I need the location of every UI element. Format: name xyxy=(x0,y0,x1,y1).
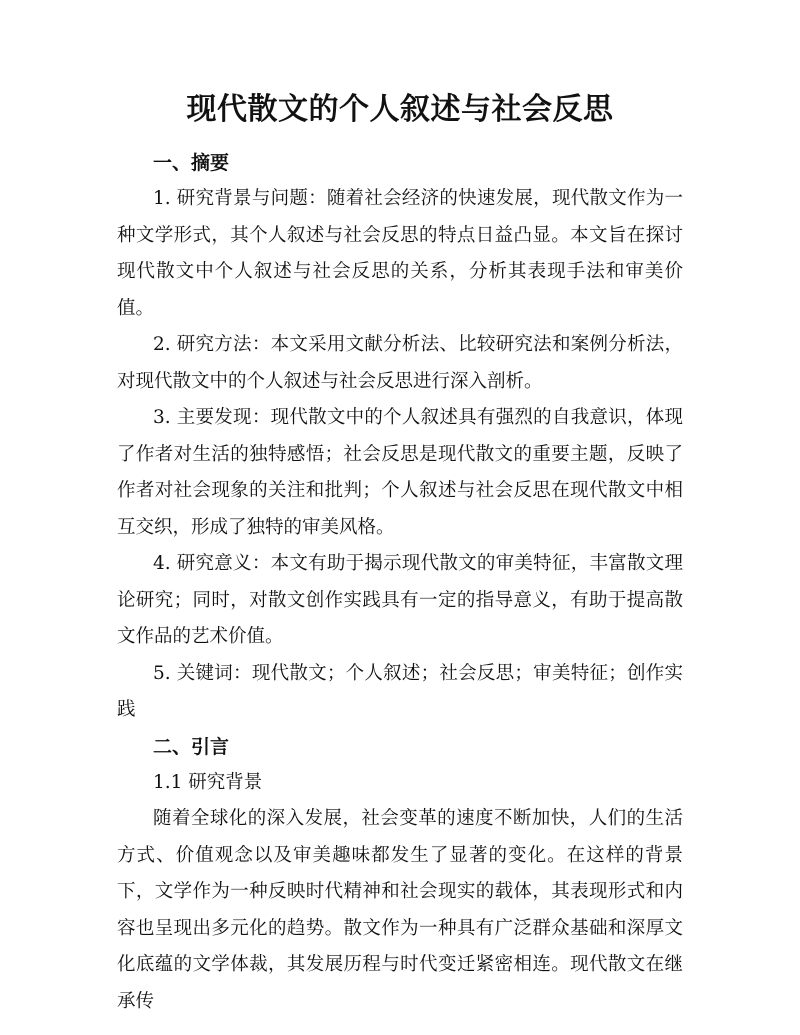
abstract-paragraph-keywords: 5. 关键词：现代散文；个人叙述；社会反思；审美特征；创作实践 xyxy=(117,662,683,720)
document-body xyxy=(117,145,683,1020)
abstract-paragraph-significance: 4. 研究意义：本文有助于揭示现代散文的审美特征，丰富散文理论研究；同时，对散文创作实践具有一定的指导意义，有助于提高散文作品的艺术价值。 xyxy=(117,553,683,647)
abstract-paragraph-findings: 3. 主要发现：现代散文中的个人叙述具有强烈的自我意识，体现了作者对生活的独特感悟；社会反思是现代散文的重要主题，反映了作者对社会现象的关注和批判；个人叙述与社会反思在现代散文中相互交织，形成了独特的审美风格。 xyxy=(117,407,683,538)
abstract-paragraph-methods: 2. 研究方法：本文采用文献分析法、比较研究法和案例分析法，对现代散文中的个人叙述与社会反思进行深入剖析。 xyxy=(117,334,683,392)
abstract-paragraph-background: 1. 研究背景与问题：随着社会经济的快速发展，现代散文作为一种文学形式，其个人叙述与社会反思的特点日益凸显。本文旨在探讨现代散文中个人叙述与社会反思的关系，分析其表现手法和审美价值。 xyxy=(117,188,683,319)
document-title: 现代散文的个人叙述与社会反思 xyxy=(186,92,614,127)
section-heading-introduction: 二、引言 xyxy=(153,735,230,758)
section-heading-abstract: 一、摘要 xyxy=(153,152,230,174)
subsection-heading-background: 1.1 研究背景 xyxy=(153,771,263,793)
introduction-paragraph: 随着全球化的深入发展，社会变革的速度不断加快，人们的生活方式、价值观念以及审美趣味都发生了显著的变化。在这样的背景下，文学作为一种反映时代精神和社会现实的载体，其表现形式和内容也呈现出多元化的趋势。散文作为一种具有广泛群众基础和深厚文化底蕴的文学体裁，其发展历程与时代变迁紧密相连。现代散文在继承传 xyxy=(117,808,683,1012)
